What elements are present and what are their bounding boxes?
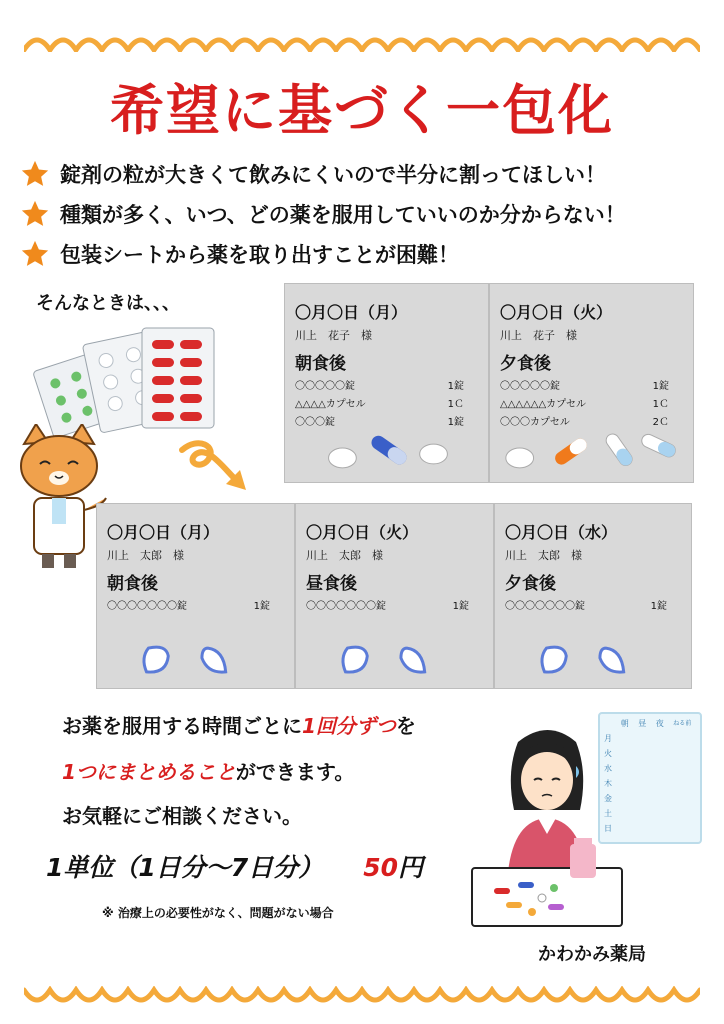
problem-text: 包装シートから薬を取り出すことが困難！ [60, 243, 459, 267]
calendar-day: 水 [604, 764, 612, 773]
packet-patient: 川上 太郎 様 [505, 549, 582, 562]
star-icon [20, 239, 50, 269]
calendar-day: 金 [604, 794, 612, 803]
message-line-3: お気軽にご相談ください。 [62, 804, 302, 828]
packet-timing: 夕食後 [505, 574, 556, 594]
packet-patient: 川上 太郎 様 [306, 549, 383, 562]
packet-date: 〇月〇日（月） [107, 523, 220, 542]
problem-text: 錠剤の粒が大きくて飲みにくいので半分に割ってほしい！ [60, 163, 606, 187]
medication-row: △△△△カプセル 1Ｃ [295, 399, 464, 410]
problem-item [20, 234, 626, 274]
calendar-day: 土 [604, 809, 612, 818]
price-note: ※ 治療上の必要性がなく、問題がない場合 [102, 906, 334, 920]
pills-illustration [490, 428, 693, 478]
medication-row: 〇〇〇〇〇〇〇錠 1錠 [306, 601, 469, 612]
medication-row: 〇〇〇〇〇〇〇錠 1錠 [107, 601, 270, 612]
message-line-1: お薬を服用する時間ごとに1回分ずつを [62, 714, 416, 738]
packet-date: 〇月〇日（水） [505, 523, 618, 542]
dose-packet-card [96, 503, 295, 689]
packet-date: 〇月〇日（火） [500, 303, 613, 322]
star-icon [20, 159, 50, 189]
problem-item [20, 194, 626, 234]
split-tablet-illustration [495, 634, 691, 684]
calendar-day: 月 [604, 734, 612, 743]
star-icon [20, 199, 50, 229]
page-title: 希望に基づく一包化 [110, 79, 614, 142]
packet-timing: 朝食後 [295, 354, 346, 374]
dose-packet-card [284, 283, 489, 483]
curly-arrow-icon [178, 436, 256, 500]
medication-row: 〇〇〇錠 1錠 [295, 417, 464, 428]
packet-patient: 川上 太郎 様 [107, 549, 184, 562]
packet-timing: 朝食後 [107, 574, 158, 594]
packet-patient: 川上 花子 様 [295, 329, 372, 342]
calendar-day: 日 [604, 824, 612, 833]
packet-date: 〇月〇日（月） [295, 303, 408, 322]
problem-item [20, 154, 626, 194]
bottom-wave-border [24, 986, 700, 1006]
medication-row: 〇〇〇〇〇錠 1錠 [295, 381, 464, 392]
calendar-day: 火 [604, 749, 612, 758]
medication-row: 〇〇〇カプセル 2Ｃ [500, 417, 669, 428]
dose-packet-card [494, 503, 692, 689]
price-yen: 円 [397, 853, 423, 882]
lead-text: そんなときは、、、 [36, 293, 180, 314]
packet-patient: 川上 花子 様 [500, 329, 577, 342]
problem-list [20, 154, 626, 274]
pills-illustration [285, 428, 488, 478]
price-amount: 50 [363, 853, 398, 882]
calendar-header: 昼 [638, 719, 647, 728]
woman-with-medicine-illustration [458, 722, 644, 932]
packet-timing: 夕食後 [500, 354, 551, 374]
price-unit: 1単位（1日分～7日分） [46, 853, 324, 882]
top-wave-border [24, 32, 700, 52]
dose-packet-card [295, 503, 494, 689]
calendar-header: ねる前 [673, 720, 692, 727]
calendar-header: 夜 [655, 719, 664, 728]
message-line-2: 1つにまとめることができます。 [62, 760, 355, 784]
packet-timing: 昼食後 [306, 574, 357, 594]
blister-pack-illustration [30, 318, 220, 438]
price-line [46, 848, 423, 884]
problem-text: 種類が多く、いつ、どの薬を服用していいのか分からない！ [60, 203, 626, 227]
split-tablet-illustration [296, 634, 493, 684]
medication-row: 〇〇〇〇〇錠 1錠 [500, 381, 669, 392]
calendar-day: 木 [604, 779, 612, 788]
dose-packet-card [489, 283, 694, 483]
split-tablet-illustration [97, 634, 294, 684]
medication-row: 〇〇〇〇〇〇〇錠 1錠 [505, 601, 667, 612]
medication-row: △△△△△△カプセル 1Ｃ [500, 399, 669, 410]
pharmacy-name: かわかみ薬局 [538, 944, 646, 965]
packet-date: 〇月〇日（火） [306, 523, 419, 542]
calendar-header: 朝 [620, 719, 629, 728]
